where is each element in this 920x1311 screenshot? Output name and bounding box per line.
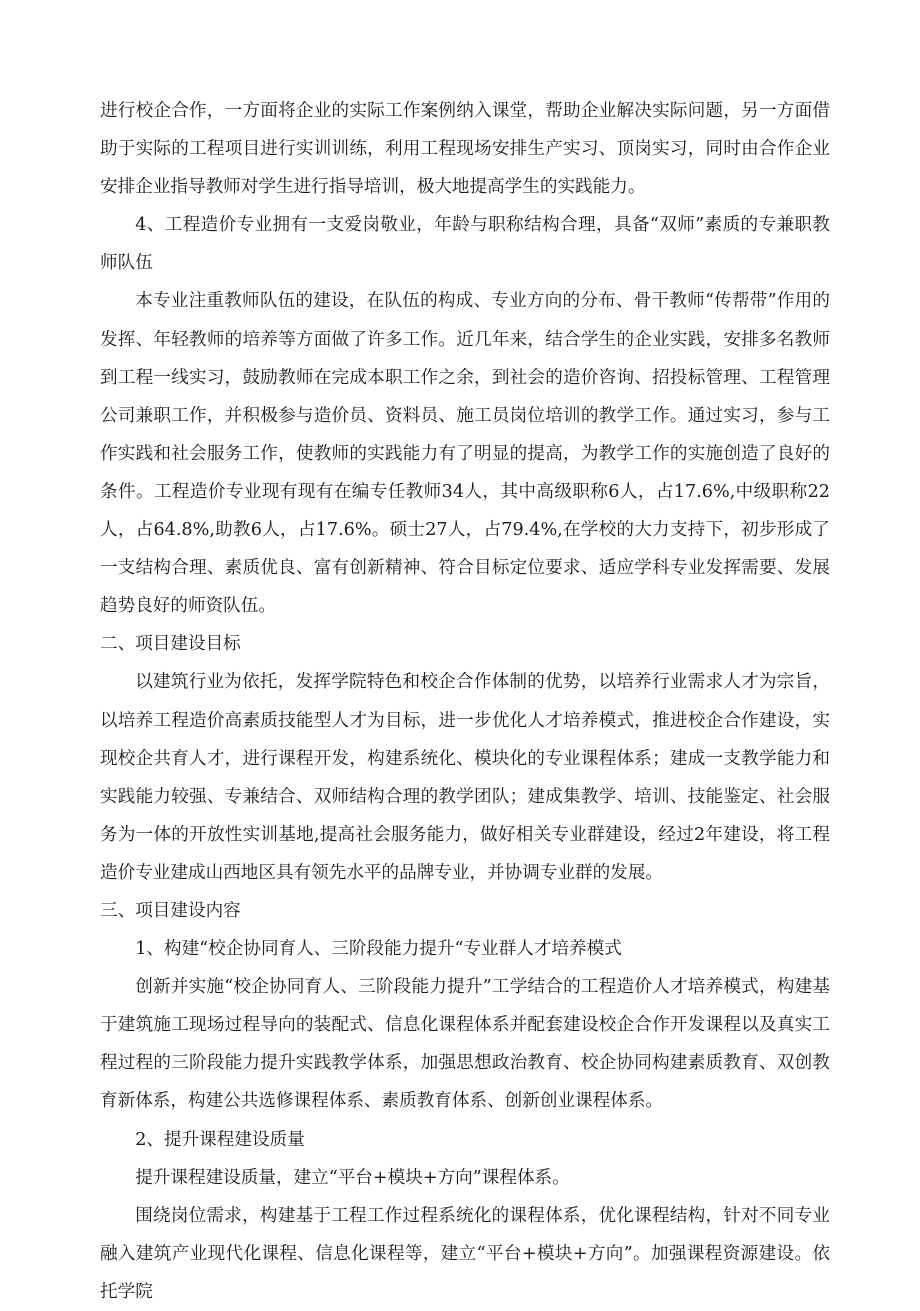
section-heading-content: 三、项目建设内容 — [100, 900, 241, 921]
document-body — [100, 92, 830, 1311]
paragraph-goals: 以建筑行业为依托，发挥学院特色和校企合作体制的优势，以培养行业需求人才为宗旨，以培养工程造价高素质技能型人才为目标，进一步优化人才培养模式，推进校企合作建设，实现校企共育人才，进行课程开发，构建系统化、模块化的专业课程体系；建成一支教学能力和实践能力较强、专兼结合、双师结构合理的教学团队；建成集教学、培训、技能鉴定、社会服务为一体的开放性实训基地,提高社会服务能力，做好相关专业群建设，经过2年建设，将工程造价专业建成山西地区具有领先水平的品牌专业，并协调专业群的发展。 — [100, 672, 830, 883]
paragraph-teacher-team: 本专业注重教师队伍的建设，在队伍的构成、专业方向的分布、骨干教师“传帮带”作用的发挥、年轻教师的培养等方面做了许多工作。近几年来，结合学生的企业实践，安排多名教师到工程一线实习，鼓励教师在完成本职工作之余，到社会的造价咨询、招投标管理、工程管理公司兼职工作，并积极参与造价员、资料员、施工员岗位培训的教学工作。通过实习，参与工作实践和社会服务工作，使教师的实践能力有了明显的提高，为教学工作的实施创造了良好的条件。工程造价专业现有现有在编专任教师34人，其中高级职称6人，占17.6%,中级职称22人，占64.8%,助教6人，占17.6%。硕士27人，占79.4%,在学校的大力支持下，初步形成了一支结构合理、素质优良、富有创新精神、符合目标定位要求、适应学科专业发挥需要、发展趋势良好的师资队伍。 — [100, 291, 830, 617]
paragraph-school-enterprise-cooperation: 进行校企合作，一方面将企业的实际工作案例纳入课堂，帮助企业解决实际问题，另一方面借助于实际的工程项目进行实训训练，利用工程现场安排生产实习、顶岗实习，同时由合作企业安排企业指导教师对学生进行指导培训，极大地提高学生的实践能力。 — [100, 101, 830, 198]
paragraph-job-requirements: 围绕岗位需求，构建基于工程工作过程系统化的课程体系，优化课程结构，针对不同专业融入建筑产业现代化课程、信息化课程等，建立“平台+模块+方向”。加强课程资源建设。依托学院 — [100, 1205, 830, 1302]
section-heading-goals: 二、项目建设目标 — [100, 634, 241, 655]
subheading-teacher-team: 4、工程造价专业拥有一支爱岗敬业，年龄与职称结构合理，具备“双师”素质的专兼职教师队伍 — [100, 215, 830, 274]
paragraph-course-system: 提升课程建设质量，建立“平台+模块+方向”课程体系。 — [135, 1167, 570, 1188]
paragraph-training-model: 创新并实施“校企协同育人、三阶段能力提升”工学结合的工程造价人才培养模式，构建基于建筑施工现场过程导向的装配式、信息化课程体系并配套建设校企合作开发课程以及真实工程过程的三阶段能力提升实践教学体系，加强思想政治教育、校企协同构建素质教育、双创教育新体系，构建公共选修课程体系、素质教育体系、创新创业课程体系。 — [100, 977, 830, 1112]
subheading-training-model: 1、构建“校企协同育人、三阶段能力提升“专业群人才培养模式 — [135, 939, 622, 960]
subheading-course-quality: 2、提升课程建设质量 — [135, 1129, 305, 1150]
